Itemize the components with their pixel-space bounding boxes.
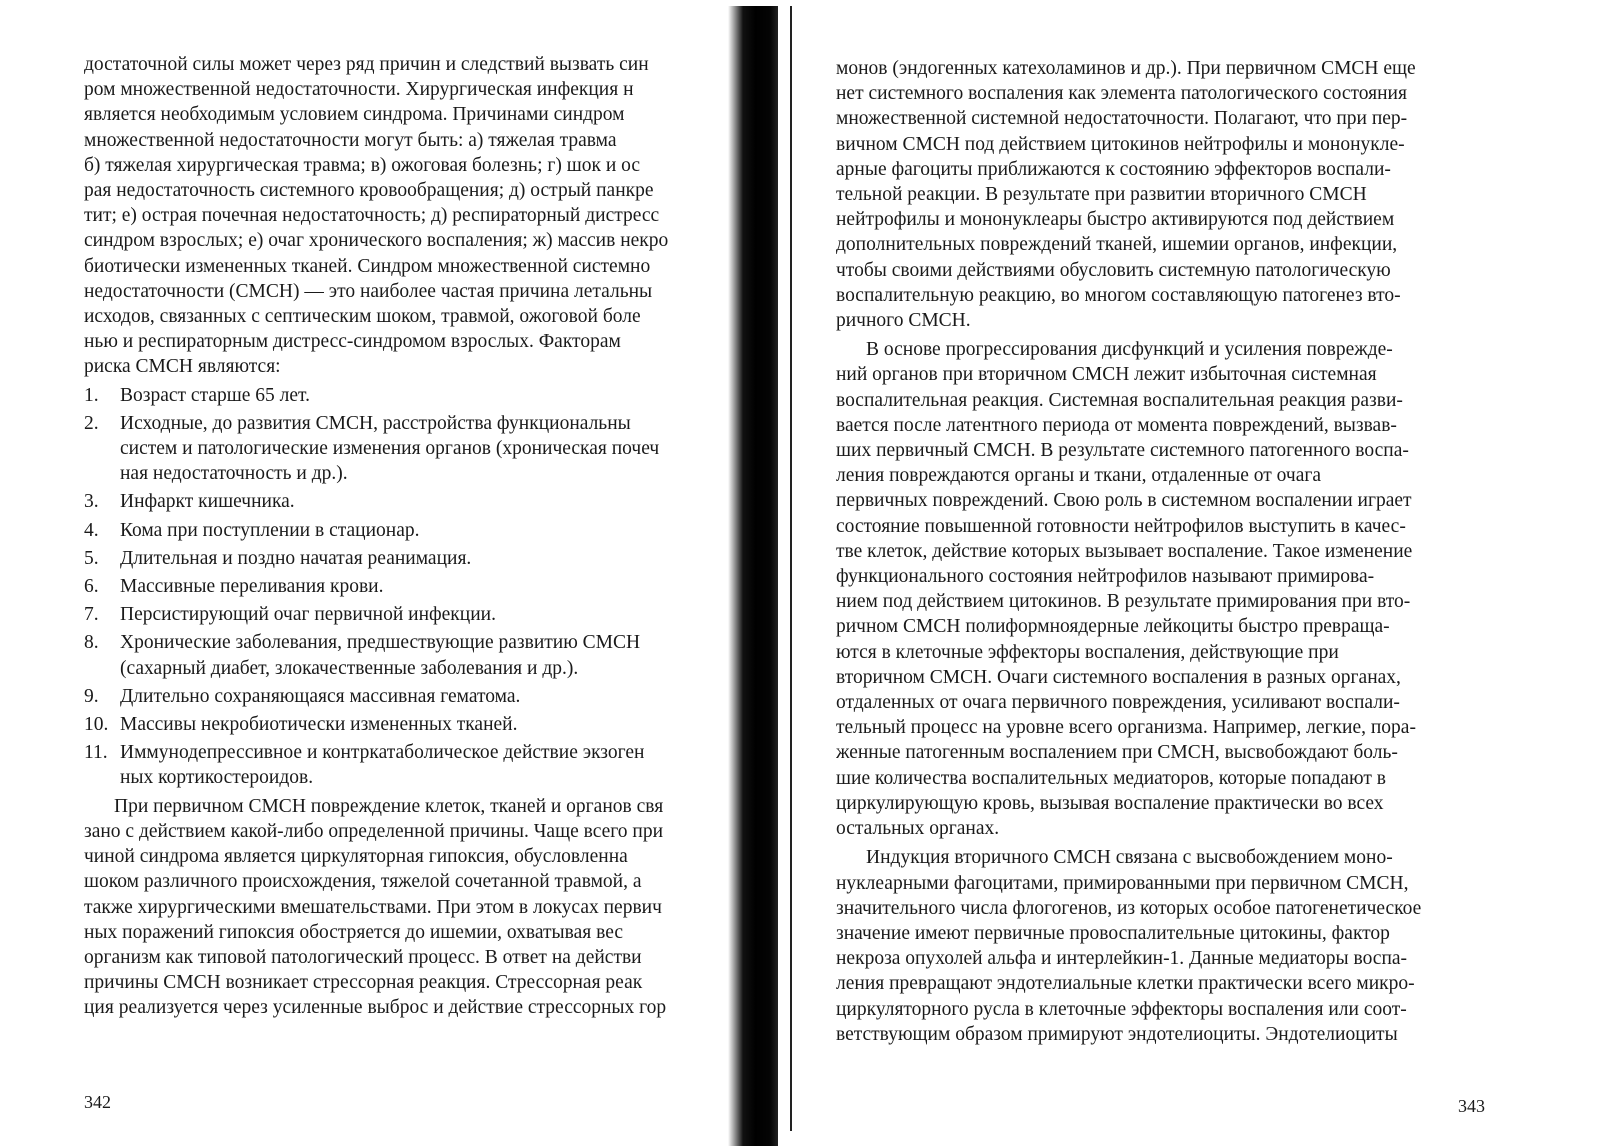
- text-line: вичном СМСН под действием цитокинов нейтрофилы и мононукле-: [836, 133, 1405, 155]
- text-line: причины СМСН возникает стрессорная реакция. Стрессорная реак: [84, 972, 643, 994]
- page-number-left: 342: [84, 1092, 111, 1112]
- list-text: Длительно сохраняющаяся массивная гематома.: [120, 685, 521, 707]
- list-text: Длительная и поздно начатая реанимация.: [120, 547, 472, 569]
- list-number: 3.: [84, 491, 99, 513]
- text-line: циркуляторного русла в клеточные эффекторы воспаления или соот-: [836, 998, 1407, 1020]
- text-line: воспалительную реакцию, во многом составляющую патогенез вто-: [836, 284, 1401, 306]
- text-line: организм как типовой патологический процесс. В ответ на действи: [84, 946, 642, 968]
- list-item: [84, 630, 754, 680]
- list-text: Иммунодепрессивное и контркатаболическое действие экзоген: [120, 742, 645, 764]
- page-number-right: 343: [1458, 1096, 1485, 1116]
- list-text: Кома при поступлении в стационар.: [120, 519, 420, 541]
- text-line: циркулирующую кровь, вызывая воспаление практически во всех: [836, 792, 1384, 814]
- text-line: монов (эндогенных катехоламинов и др.). При первичном СМСН еще: [836, 58, 1416, 79]
- text-line: некроза опухолей альфа и интерлейкин-1. Данные медиаторы воспа-: [836, 948, 1408, 970]
- list-item: [84, 546, 754, 571]
- text-line: ных поражений гипоксия обостряется до ишемии, охватывая вес: [84, 921, 623, 943]
- text-line: значение имеют первичные провоспалительные цитокины, фактор: [836, 922, 1390, 944]
- list-text: Массивы некробиотически измененных тканей.: [120, 714, 518, 736]
- list-text: Возраст старше 65 лет.: [120, 384, 310, 406]
- text-line: ления повреждаются органы и ткани, отдаленные от очага: [836, 465, 1322, 487]
- text-line: нием под действием цитокинов. В результате примирования при вто-: [836, 591, 1411, 613]
- text-line: ются в клеточные эффекторы воспаления, действующие при: [836, 641, 1339, 663]
- list-text: ная недостаточность и др.).: [120, 463, 348, 485]
- text-line: ричном СМСН полиформноядерные лейкоциты быстро превраща-: [836, 616, 1390, 638]
- list-item: [84, 518, 754, 543]
- text-line: биотически измененных тканей. Синдром множественной системно: [84, 255, 651, 277]
- paragraph-1: [836, 56, 1506, 333]
- text-line: является необходимым условием синдрома. Причинами синдром: [84, 104, 625, 126]
- right-page: [800, 0, 1600, 1146]
- list-number: 1.: [84, 384, 99, 406]
- text-line: арные фагоциты приближаются к состоянию эффекторов воспали-: [836, 158, 1391, 180]
- text-line: ром множественной недостаточности. Хирургическая инфекция н: [84, 79, 634, 101]
- text-line: также хирургическими вмешательствами. При этом в локусах первич: [84, 896, 662, 918]
- text-line: ления превращают эндотелиальные клетки практически всего микро-: [836, 973, 1415, 995]
- list-item: [84, 383, 754, 408]
- risk-factor-list: [84, 383, 754, 791]
- text-line: шоком различного происхождения, тяжелой сочетанной травмой, а: [84, 871, 642, 893]
- paragraph-2: [836, 337, 1506, 841]
- text-line: чтобы своими действиями обусловить системную патологическую: [836, 259, 1391, 281]
- list-text: Массивные переливания крови.: [120, 576, 384, 598]
- list-number: 8.: [84, 632, 99, 654]
- text-line: тельный процесс на уровне всего организма. Например, легкие, пора-: [836, 717, 1416, 739]
- list-item: [84, 602, 754, 627]
- list-text: Исходные, до развития СМСН, расстройства функциональны: [120, 412, 631, 434]
- text-line: множественной недостаточности могут быть: а) тяжелая травма: [84, 129, 617, 151]
- text-line: нью и респираторным дистресс-синдромом взрослых. Факторам: [84, 331, 621, 353]
- text-line: функционального состояния нейтрофилов называют примирова-: [836, 566, 1375, 588]
- text-line: тельной реакции. В результате при развитии вторичного СМСН: [836, 184, 1367, 206]
- list-item: [84, 684, 754, 709]
- list-number: 4.: [84, 519, 99, 541]
- text-line: дополнительных повреждений тканей, ишемии органов, инфекции,: [836, 234, 1398, 256]
- list-text: (сахарный диабет, злокачественные заболевания и др.).: [120, 657, 579, 679]
- list-text: Персистирующий очаг первичной инфекции.: [120, 604, 496, 626]
- list-item: [84, 574, 754, 599]
- text-line: достаточной силы может через ряд причин и следствий вызвать син: [84, 54, 649, 75]
- text-line: отдаленных от очага первичного повреждения, усиливают воспали-: [836, 692, 1400, 714]
- gutter-edge-line: [790, 6, 792, 1131]
- text-line: множественной системной недостаточности. Полагают, что при пер-: [836, 108, 1408, 130]
- list-number: 10.: [84, 714, 109, 736]
- list-item: [84, 740, 754, 790]
- text-line: Индукция вторичного СМСН связана с высвобождением моно-: [866, 847, 1393, 869]
- text-line: вторичном СМСН. Очаги системного воспаления в разных органах,: [836, 666, 1401, 688]
- text-line: При первичном СМСН повреждение клеток, тканей и органов свя: [114, 795, 664, 817]
- text-line: исходов, связанных с септическим шоком, травмой, ожоговой боле: [84, 306, 641, 328]
- closing-paragraph: [84, 794, 754, 1021]
- list-text: ных кортикостероидов.: [120, 767, 314, 789]
- list-number: 9.: [84, 685, 99, 707]
- list-item: [84, 411, 754, 487]
- list-number: 11.: [84, 742, 108, 764]
- text-line: значительного числа флогогенов, из которых особое патогенетическое: [836, 897, 1422, 919]
- list-number: 5.: [84, 547, 99, 569]
- text-line: рая недостаточность системного кровообращения; д) острый панкре: [84, 180, 654, 202]
- text-line: шие количества воспалительных медиаторов, которые попадают в: [836, 767, 1386, 789]
- list-number: 7.: [84, 604, 99, 626]
- text-line: ветствующим образом примируют эндотелиоциты. Эндотелиоциты: [836, 1023, 1398, 1045]
- text-line: ричного СМСН.: [836, 310, 971, 332]
- text-line: недостаточности (СМСН) — это наиболее частая причина летальны: [84, 280, 653, 302]
- right-page-text: [836, 56, 1506, 1047]
- text-line: б) тяжелая хирургическая травма; в) ожоговая болезнь; г) шок и ос: [84, 154, 641, 176]
- text-line: ний органов при вторичном СМСН лежит избыточная системная: [836, 364, 1377, 386]
- text-line: женные патогенным воспалением при СМСН, высвобождают боль-: [836, 742, 1398, 764]
- text-line: В основе прогрессирования дисфункций и усиления поврежде-: [866, 339, 1393, 361]
- text-line: чиной синдрома является циркуляторная гипоксия, обусловленна: [84, 846, 628, 868]
- left-page-text: [84, 52, 754, 1021]
- text-line: нейтрофилы и мононуклеары быстро активируются под действием: [836, 209, 1395, 231]
- text-line: воспалительная реакция. Системная воспалительная реакция разви-: [836, 389, 1403, 411]
- list-item: [84, 489, 754, 514]
- paragraph-3: [836, 845, 1506, 1047]
- list-text: Хронические заболевания, предшествующие развитию СМСН: [120, 632, 641, 654]
- binding-gutter: [728, 6, 778, 1146]
- text-line: тит; е) острая почечная недостаточность; д) респираторный дистресс: [84, 205, 660, 227]
- text-line: риска СМСН являются:: [84, 356, 281, 378]
- list-item: [84, 712, 754, 737]
- text-line: нет системного воспаления как элемента патологического состояния: [836, 83, 1407, 105]
- text-line: тве клеток, действие которых вызывает воспаление. Такое изменение: [836, 540, 1413, 562]
- text-line: ция реализуется через усиленные выброс и действие стрессорных гор: [84, 997, 667, 1019]
- text-line: нуклеарными фагоцитами, примированными при первичном СМСН,: [836, 872, 1409, 894]
- text-line: первичных повреждений. Свою роль в системном воспалении играет: [836, 490, 1412, 512]
- text-line: состояние повышенной готовности нейтрофилов выступить в качес-: [836, 515, 1406, 537]
- list-number: 2.: [84, 412, 99, 434]
- text-line: зано с действием какой-либо определенной причины. Чаще всего при: [84, 820, 664, 842]
- text-line: вается после латентного периода от момента повреждений, вызвав-: [836, 414, 1397, 436]
- text-line: остальных органах.: [836, 818, 1000, 840]
- text-line: ших первичный СМСН. В результате системного патогенного воспа-: [836, 440, 1409, 462]
- left-page: [0, 0, 760, 1146]
- list-text: систем и патологические изменения органов (хроническая почеч: [120, 438, 660, 460]
- list-text: Инфаркт кишечника.: [120, 491, 295, 513]
- list-number: 6.: [84, 576, 99, 598]
- text-line: синдром взрослых; е) очаг хронического воспаления; ж) массив некро: [84, 230, 669, 252]
- intro-paragraph: [84, 52, 754, 380]
